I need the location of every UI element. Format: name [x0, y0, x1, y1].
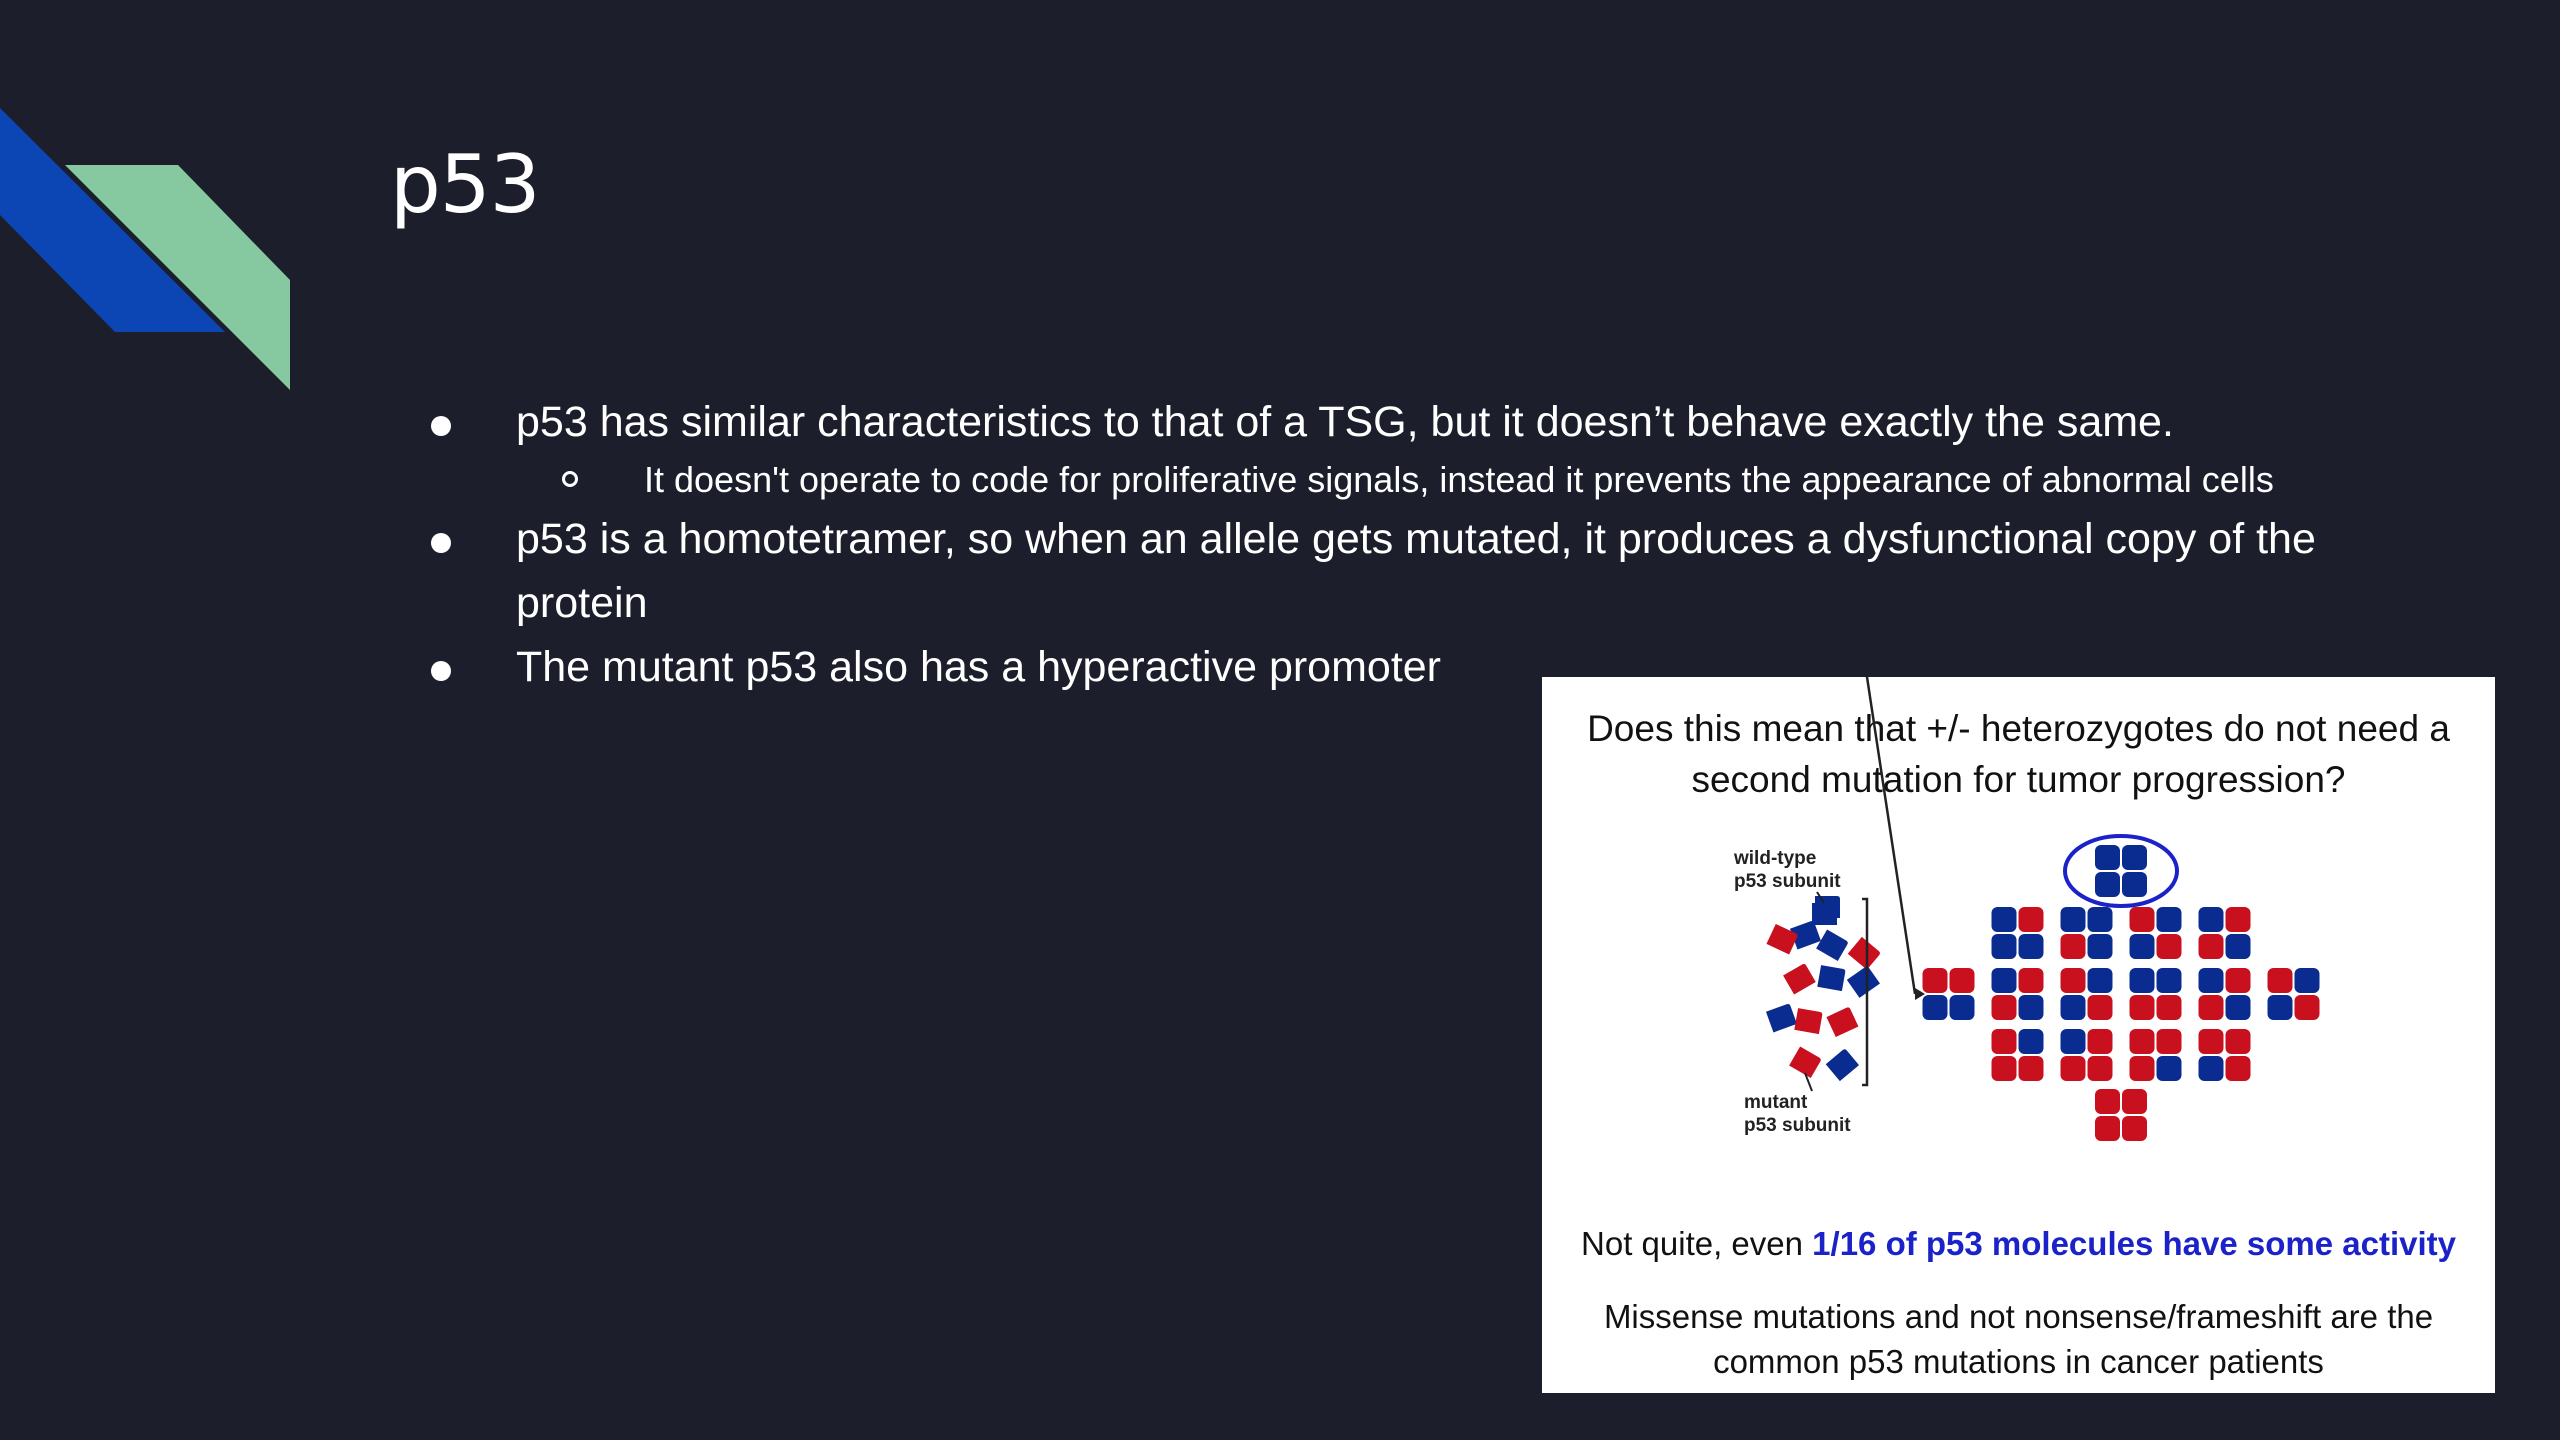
wild-type-subunit — [2019, 934, 2044, 959]
wild-type-subunit — [1826, 1048, 1859, 1081]
bullet-text: p53 is a homotetramer, so when an allele gets mutated, it produces a dysfunctional copy of the protein — [516, 515, 2316, 627]
mutant-subunit — [2157, 1029, 2182, 1054]
tetramer-molecule — [1992, 907, 2044, 959]
corner-decoration — [0, 0, 300, 400]
tetramer-grid — [1923, 845, 2320, 1141]
bullet-text: The mutant p53 also has a hyperactive promoter — [516, 643, 1442, 691]
mutant-subunit — [2088, 1029, 2113, 1054]
subunit-pool — [1766, 892, 1881, 1091]
bullet-item — [420, 390, 2380, 454]
label-wild-type-text: wild-type p53 subunit — [1734, 848, 1841, 892]
mutant-subunit — [2157, 995, 2182, 1020]
answer-highlight: 1/16 of p53 molecules have some activity — [1812, 1225, 2456, 1262]
tetramer-molecule — [2199, 907, 2251, 959]
mutant-subunit — [1992, 995, 2017, 1020]
label-mutant-text: mutant p53 subunit — [1744, 1092, 1851, 1136]
mutant-subunit — [2226, 1056, 2251, 1081]
bullet-text: p53 has similar characteristics to that of a TSG, but it doesn’t behave exactly the same. — [516, 398, 2174, 446]
mutant-subunit — [2095, 1116, 2120, 1141]
mutant-subunit — [2088, 995, 2113, 1020]
sub-bullet-text: It doesn't operate to code for proliferative signals, instead it prevents the appearance of abnormal cells — [644, 459, 2274, 500]
tetramer-molecule — [2199, 1029, 2251, 1081]
wild-type-subunit — [2130, 934, 2155, 959]
wild-type-subunit — [2130, 968, 2155, 993]
mutant-subunit — [2199, 995, 2224, 1020]
wild-type-subunit — [2122, 872, 2147, 897]
mutant-subunit — [2095, 1089, 2120, 1114]
wild-type-subunit — [1992, 968, 2017, 993]
mutant-subunit — [2130, 1029, 2155, 1054]
mutant-subunit — [2019, 968, 2044, 993]
mutant-subunit — [2130, 995, 2155, 1020]
wild-type-subunit — [1766, 1003, 1797, 1032]
tetramer-molecule — [2130, 907, 2182, 959]
wild-type-subunit — [2157, 1056, 2182, 1081]
mutant-subunit — [2130, 1056, 2155, 1081]
wild-type-subunit — [2061, 907, 2086, 932]
mutant-subunit — [2157, 934, 2182, 959]
answer-prefix: Not quite, even — [1581, 1225, 1813, 1262]
wild-type-subunit — [1923, 995, 1948, 1020]
wild-type-subunit — [1847, 966, 1880, 998]
sub-bullet-ring-icon — [562, 471, 578, 487]
tetramer-molecule — [1923, 968, 1975, 1020]
bullet-dot-icon — [431, 533, 451, 553]
wild-type-subunit — [2199, 1056, 2224, 1081]
mutant-subunit — [2226, 968, 2251, 993]
mutant-subunit — [2019, 907, 2044, 932]
wild-type-subunit — [2061, 995, 2086, 1020]
wild-type-subunit — [1950, 995, 1975, 1020]
figure-fact: Missense mutations and not nonsense/frameshift are the common p53 mutations in cancer patients — [1603, 1298, 2434, 1380]
wild-type-subunit — [2199, 968, 2224, 993]
mutant-subunit — [2295, 995, 2320, 1020]
bullet-dot-icon — [431, 416, 451, 436]
mutant-subunit — [1826, 1007, 1858, 1038]
wild-type-subunit — [2061, 1029, 2086, 1054]
mutant-subunit — [1923, 968, 1948, 993]
mutant-subunit — [1992, 1056, 2017, 1081]
mutant-subunit — [2268, 968, 2293, 993]
figure-answer — [1542, 1222, 2495, 1266]
wild-type-subunit — [2122, 845, 2147, 870]
label-mutant — [1744, 1091, 1851, 1137]
mutant-subunit — [2122, 1116, 2147, 1141]
tetramer-molecule — [2095, 845, 2147, 897]
tetramer-molecule — [2061, 1029, 2113, 1081]
figure-question: Does this mean that +/- heterozygotes do not need a second mutation for tumor progression? — [1587, 708, 2450, 800]
mutant-subunit — [2199, 1029, 2224, 1054]
wild-type-subunit — [1992, 934, 2017, 959]
mutant-subunit — [2019, 1056, 2044, 1081]
mutant-subunit — [2199, 934, 2224, 959]
mutant-subunit — [2061, 968, 2086, 993]
wild-type-subunit — [2157, 968, 2182, 993]
mutant-subunit — [1848, 937, 1881, 970]
tetramer-molecule — [1992, 968, 2044, 1020]
sub-bullet-item — [420, 452, 2380, 507]
wild-type-subunit — [1812, 903, 1837, 925]
mutant-subunit — [2088, 1056, 2113, 1081]
active-tetramer-highlight — [2065, 836, 2177, 906]
tetramer-molecule — [2061, 907, 2113, 959]
wild-type-subunit — [2088, 907, 2113, 932]
wild-type-subunit — [1816, 929, 1849, 961]
mutant-subunit — [2130, 907, 2155, 932]
mutant-subunit — [2122, 1089, 2147, 1114]
mutant-subunit — [2061, 1056, 2086, 1081]
mutant-subunit — [1950, 968, 1975, 993]
assembly-arrow-line — [1867, 677, 1915, 994]
mutant-subunit — [1783, 963, 1816, 995]
mutant-subunit — [1992, 1029, 2017, 1054]
wild-type-subunit — [2088, 968, 2113, 993]
wild-type-subunit — [2199, 907, 2224, 932]
wild-type-subunit — [2268, 995, 2293, 1020]
bullet-list — [420, 390, 2380, 699]
wild-type-subunit — [2157, 907, 2182, 932]
bullet-item — [420, 507, 2366, 635]
tetramer-molecule — [2130, 1029, 2182, 1081]
wild-type-subunit — [1992, 907, 2017, 932]
wild-type-subunit — [2095, 845, 2120, 870]
mutant-subunit — [2226, 907, 2251, 932]
label-wild-type — [1734, 847, 1841, 893]
wild-type-subunit — [2295, 968, 2320, 993]
tetramer-molecule — [2061, 968, 2113, 1020]
tetramer-molecule — [1992, 1029, 2044, 1081]
mutant-subunit — [2061, 934, 2086, 959]
mutant-subunit — [2226, 1029, 2251, 1054]
wild-type-subunit — [2019, 1029, 2044, 1054]
wild-type-subunit — [1817, 965, 1845, 991]
wild-type-subunit — [2019, 995, 2044, 1020]
tetramer-molecule — [2095, 1089, 2147, 1141]
tetramer-diagram — [1542, 677, 2495, 1393]
wild-type-subunit — [2226, 995, 2251, 1020]
tetramer-molecule — [2268, 968, 2320, 1020]
slide-title: p53 — [390, 138, 540, 231]
tetramer-molecule — [2199, 968, 2251, 1020]
wild-type-subunit — [2226, 934, 2251, 959]
tetramer-molecule — [2130, 968, 2182, 1020]
bullet-dot-icon — [431, 661, 451, 681]
mutant-subunit — [1794, 1008, 1822, 1034]
p53-tetramer-figure — [1542, 677, 2495, 1393]
wild-type-subunit — [2095, 872, 2120, 897]
wild-type-subunit — [2088, 934, 2113, 959]
